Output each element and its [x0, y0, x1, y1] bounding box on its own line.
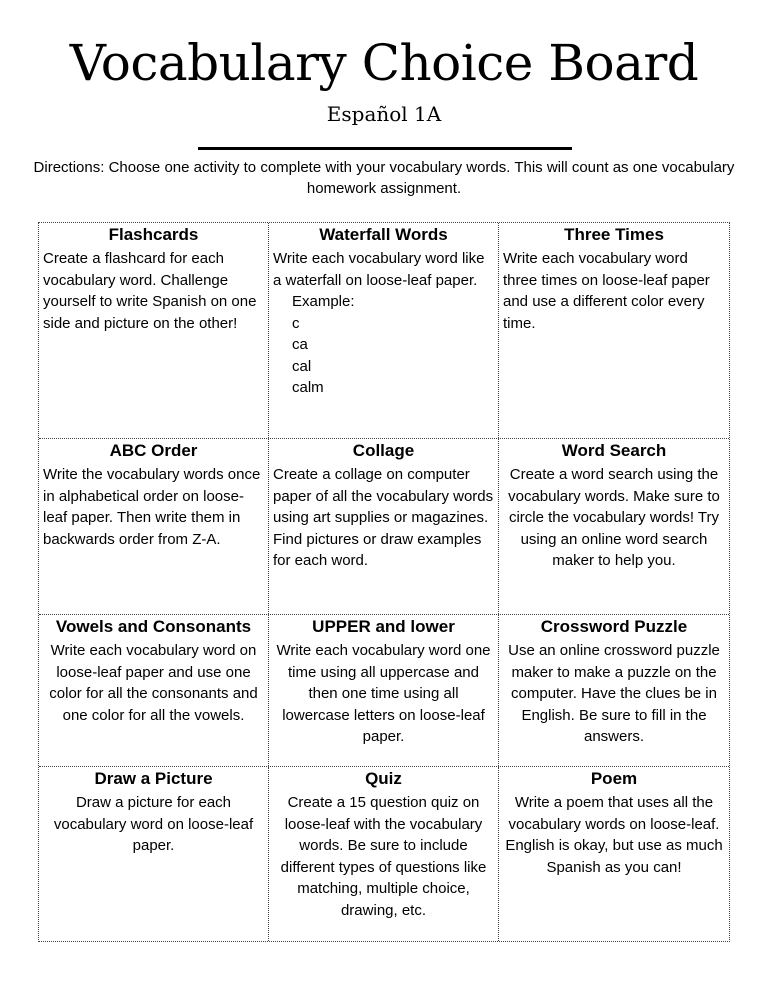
activity-description: Write each vocabulary word on loose-leaf paper and use one color for all the consonants and one color for all the vowels.: [49, 642, 258, 724]
activity-cell-flashcards: [39, 223, 269, 438]
activity-description: Write each vocabulary word like a waterfall on loose-leaf paper.: [273, 250, 485, 289]
activity-title: Three Times: [564, 225, 664, 244]
activity-title: Collage: [352, 441, 415, 460]
activity-description: Use an online crossword puzzle maker to make a puzzle on the computer. Have the clues be in English. Be sure to fill in the answers.: [508, 642, 720, 745]
waterfall-example: [273, 291, 494, 399]
activity-title: Vowels and Consonants: [55, 617, 252, 636]
board-row: [39, 615, 729, 767]
activity-cell-three-times: [499, 223, 729, 438]
board-row: [39, 439, 729, 615]
activity-title: Draw a Picture: [94, 769, 213, 788]
activity-title: UPPER and lower: [312, 617, 455, 636]
activity-cell-waterfall-words: [269, 223, 499, 438]
activity-cell-upper-lower: [269, 615, 499, 766]
activity-cell-draw-picture: [39, 767, 269, 941]
directions-text: Directions: Choose one activity to complete with your vocabulary words. This will count as one vocabulary homework assignment.: [33, 159, 735, 197]
example-line: cal: [292, 357, 312, 375]
activity-title: Crossword Puzzle: [540, 617, 688, 636]
example-label: Example:: [292, 293, 355, 310]
activity-cell-abc-order: [39, 439, 269, 614]
activity-description: Write the vocabulary words once in alphabetical order on loose-leaf paper. Then write them in backwards order from Z-A.: [43, 466, 261, 548]
activity-title: Quiz: [365, 769, 402, 788]
activity-description: Write a poem that uses all the vocabulary words on loose-leaf. English is okay, but use as much Spanish as you can!: [505, 794, 723, 876]
page-subtitle: Español 1A: [326, 102, 442, 126]
activity-description: Create a word search using the vocabulary words. Make sure to circle the vocabulary words! Try using an online word search maker to help you.: [508, 466, 720, 569]
activity-title: Poem: [590, 769, 638, 788]
activity-title: ABC Order: [109, 441, 198, 460]
activity-title: Flashcards: [108, 225, 199, 244]
activity-cell-quiz: [269, 767, 499, 941]
activity-description: Draw a picture for each vocabulary word on loose-leaf paper.: [53, 794, 254, 854]
activity-description: Create a collage on computer paper of all the vocabulary words using art supplies or magazines. Find pictures or draw examples for each word.: [273, 466, 494, 569]
activity-title: Waterfall Words: [319, 225, 448, 244]
activity-description: Create a flashcard for each vocabulary word. Challenge yourself to write Spanish on one side and picture on the other!: [43, 250, 257, 332]
name-line: [198, 147, 572, 150]
board-row: [39, 223, 729, 439]
activity-cell-vowels-consonants: [39, 615, 269, 766]
example-line: c: [292, 314, 300, 332]
activity-cell-poem: [499, 767, 729, 941]
activity-description: Write each vocabulary word one time using all uppercase and then one time using all lowercase letters on loose-leaf paper.: [276, 642, 491, 745]
choice-board-grid: [38, 222, 730, 942]
activity-cell-crossword-puzzle: [499, 615, 729, 766]
board-row: [39, 767, 729, 941]
activity-cell-collage: [269, 439, 499, 614]
activity-description: Write each vocabulary word three times on loose-leaf paper and use a different color every time.: [503, 250, 710, 332]
activity-cell-word-search: [499, 439, 729, 614]
activity-title: Word Search: [561, 441, 667, 460]
page-title: Vocabulary Choice Board: [69, 34, 699, 92]
example-line: calm: [292, 379, 324, 396]
example-line: ca: [292, 336, 308, 353]
activity-description: Create a 15 question quiz on loose-leaf with the vocabulary words. Be sure to include different types of questions like matching, multiple choice, drawing, etc.: [280, 794, 487, 919]
